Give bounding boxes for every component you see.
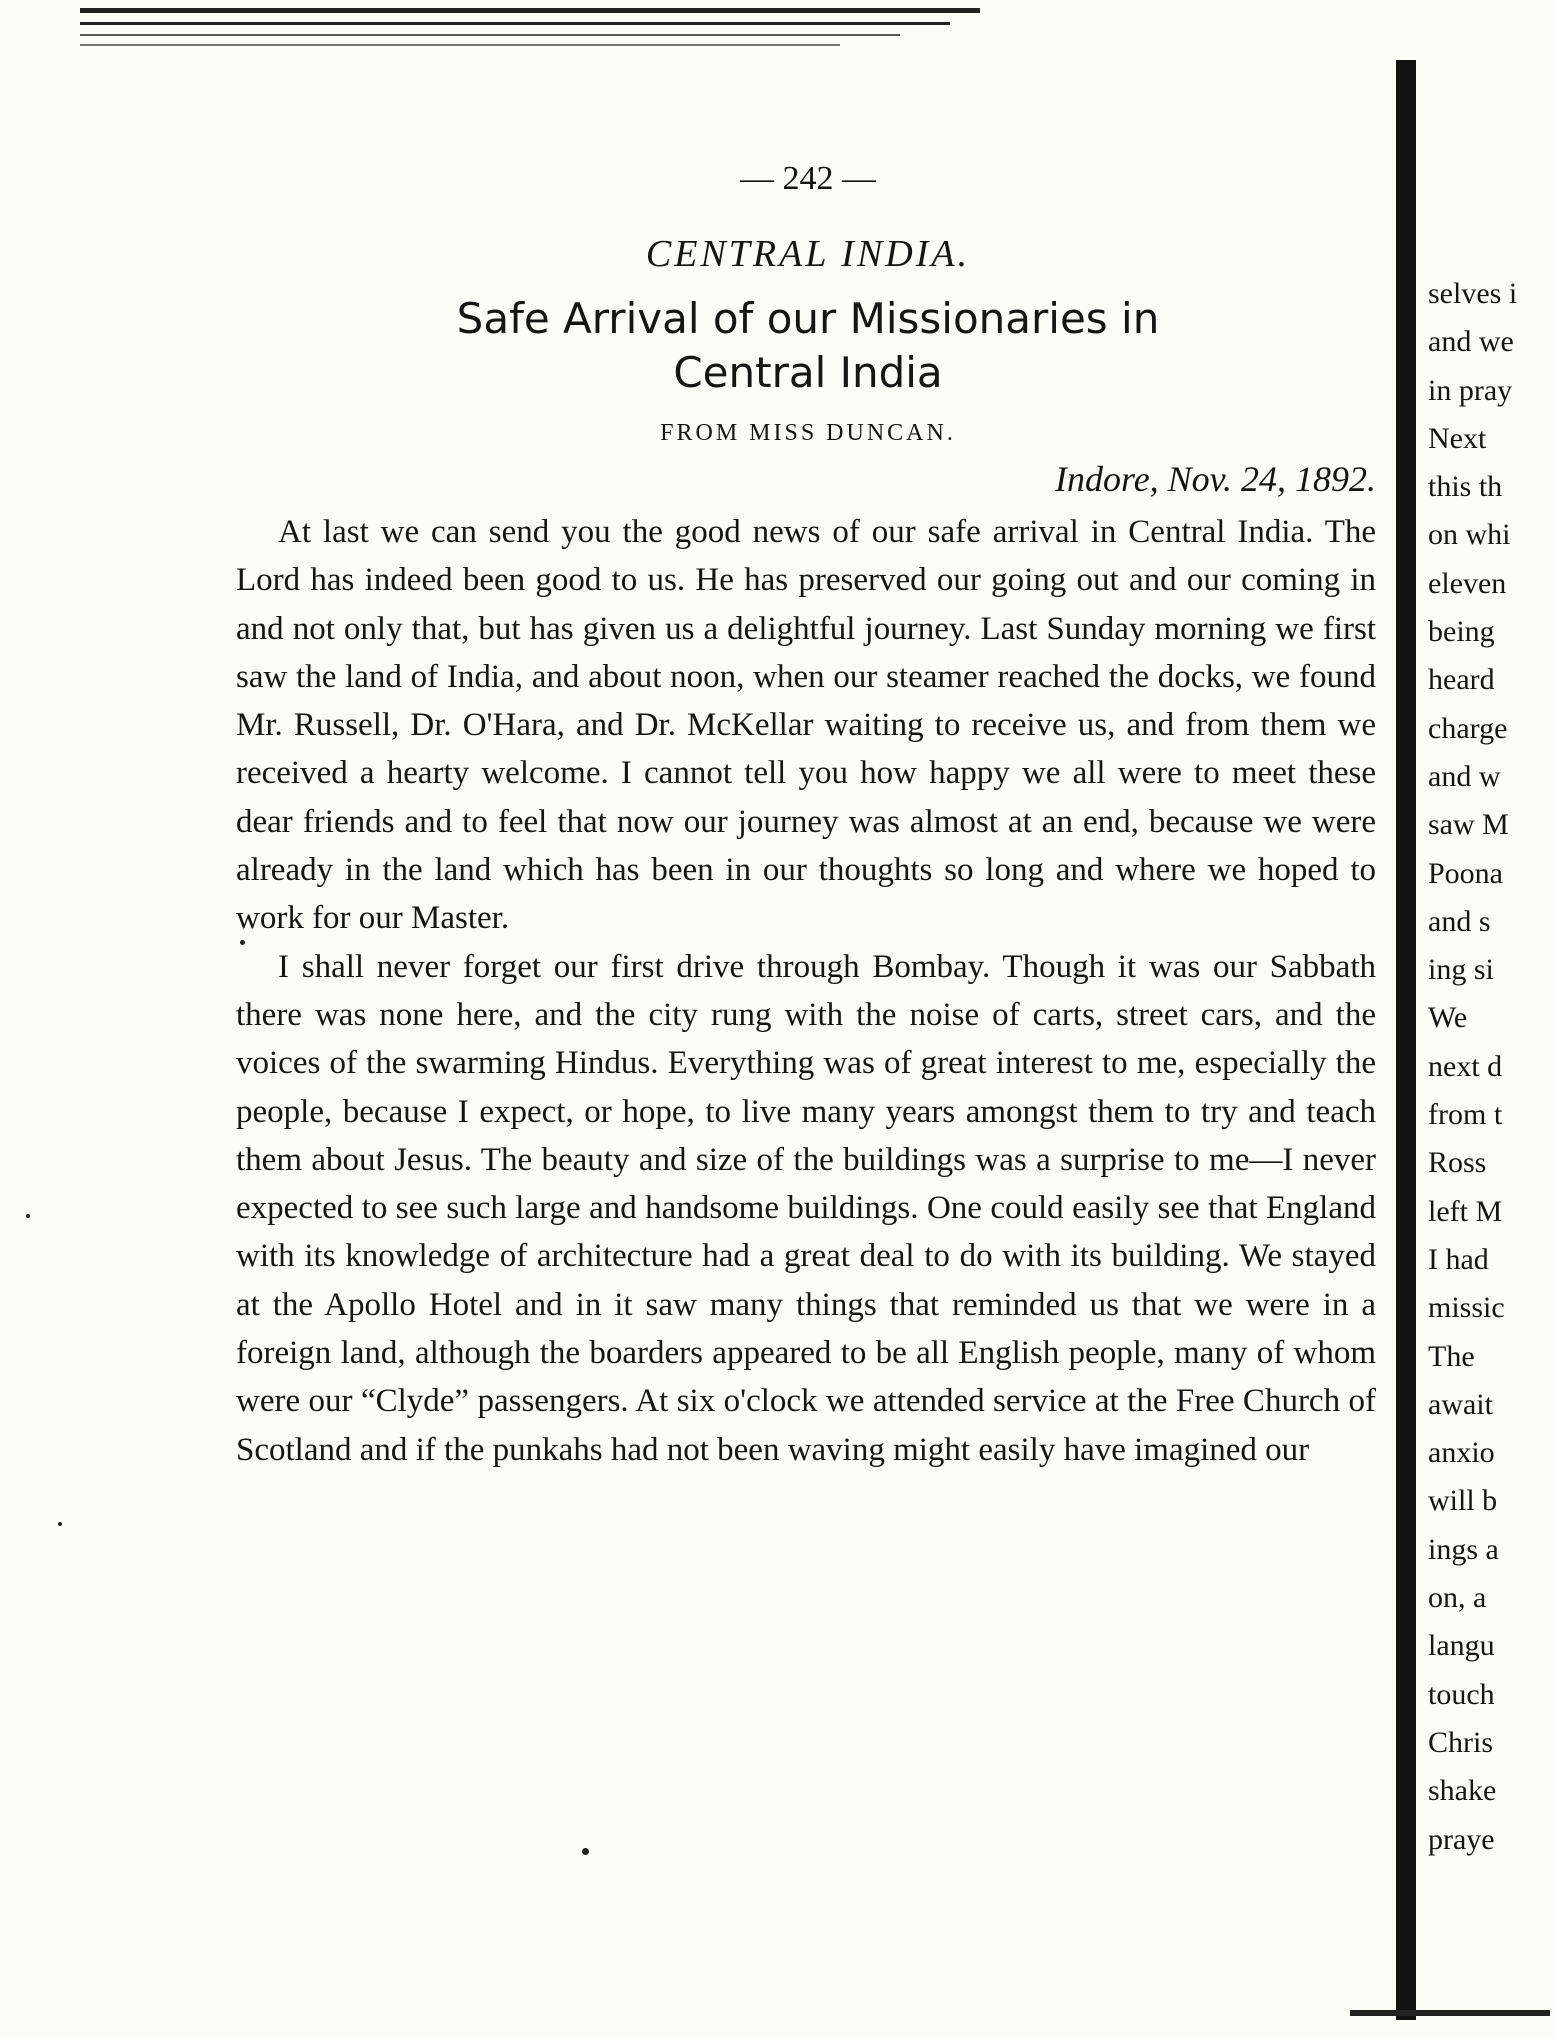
byline: FROM MISS DUNCAN. (660, 420, 956, 446)
column-fragment-line: ing si (1428, 953, 1494, 987)
speck (58, 1522, 62, 1526)
speck (26, 1214, 30, 1218)
top-rule (80, 34, 900, 36)
section-heading: CENTRAL INDIA. (645, 233, 971, 275)
paragraph: At last we can send you the good news of our safe arrival in Central India. The Lord has indeed been good to us. He has preserved our going out and our coming in and not only that, but has given us a delightful journey. Last Sunday morning we first saw the land of India, and about noon, when our steamer reached the docks, we found Mr. Russell, Dr. O'Hara, and Dr. McKellar waiting to receive us, and from them we received a hearty welcome. I cannot tell you how happy we all were to meet these dear friends and to feel that now our journey was almost at an end, because we were already in the land which has been in our thoughts so long and where we hoped to work for our Master. (236, 514, 1376, 937)
top-rule (80, 8, 980, 13)
column-fragment-line: from t (1428, 1098, 1503, 1132)
column-fragment-line: I had (1428, 1242, 1489, 1276)
column-fragment-line: Poona (1428, 856, 1503, 890)
column-fragment-line: heard (1428, 663, 1495, 697)
column-divider-base (1350, 2010, 1550, 2016)
next-column-fragments (1428, 270, 1556, 1864)
column-fragment-line: langu (1428, 1629, 1495, 1663)
column-fragment-line: will b (1428, 1484, 1498, 1518)
column-fragment-line: eleven (1428, 566, 1507, 600)
column-fragment-line: charge (1428, 711, 1508, 745)
column-fragment-line: and s (1428, 904, 1491, 938)
column-fragment-line: missic (1428, 1291, 1505, 1325)
column-fragment-line: and w (1428, 759, 1501, 793)
column-fragment-line: await (1428, 1387, 1493, 1421)
top-rule (80, 22, 950, 25)
column-fragment-line: Chris (1428, 1725, 1494, 1759)
column-fragment-line: left M (1428, 1194, 1503, 1228)
column-fragment-line: shake (1428, 1774, 1497, 1808)
column-fragment-line: Next (1428, 421, 1487, 455)
page-number: — 242 — (740, 160, 876, 197)
column-fragment-line: We (1428, 1001, 1468, 1035)
column-fragment-line: this th (1428, 470, 1503, 504)
article-title-line: Safe Arrival of our Missionaries in (456, 294, 1160, 343)
column-fragment-line: The (1428, 1339, 1475, 1373)
article-body (236, 508, 1376, 1474)
column-fragment-line: anxio (1428, 1436, 1495, 1470)
top-rule (80, 44, 840, 46)
column-fragment-line: on, a (1428, 1581, 1487, 1615)
column-fragment-line: in pray (1428, 373, 1513, 407)
column-fragment-line: ings a (1428, 1532, 1499, 1566)
article-title (236, 292, 1380, 400)
column-fragment-line: Ross (1428, 1146, 1487, 1180)
column-fragment-line: praye (1428, 1822, 1495, 1856)
paragraph: I shall never forget our first drive through Bombay. Though it was our Sabbath there was none here, and the city rung with the noise of carts, street cars, and the voices of the swarming Hindus. Everything was of great interest to me, especially the people, because I expect, or hope, to live many years amongst them to try and teach them about Jesus. The beauty and size of the buildings was a surprise to me—I never expected to see such large and handsome buildings. One could easily see that England with its knowledge of architecture had a great deal to do with its building. We stayed at the Apollo Hotel and in it saw many things that reminded us that we were in a foreign land, although the boarders appeared to be all English people, many of whom were our “Clyde” passengers. At six o'clock we attended service at the Free Church of Scotland and if the punkahs had not been waving might easily have imagined our (236, 948, 1376, 1468)
column-divider (1396, 60, 1416, 2020)
column-fragment-line: touch (1428, 1677, 1495, 1711)
column-fragment-line: next d (1428, 1049, 1503, 1083)
article-title-line: Central India (673, 348, 943, 397)
speck (582, 1848, 589, 1855)
speck (240, 940, 245, 945)
column-fragment-line: saw M (1428, 808, 1509, 842)
dateline: Indore, Nov. 24, 1892. (1055, 459, 1376, 499)
column-fragment-line: and we (1428, 325, 1514, 359)
column-fragment-line: on whi (1428, 518, 1511, 552)
column-fragment-line: selves i (1428, 277, 1518, 310)
column-fragment-line: being (1428, 615, 1495, 649)
